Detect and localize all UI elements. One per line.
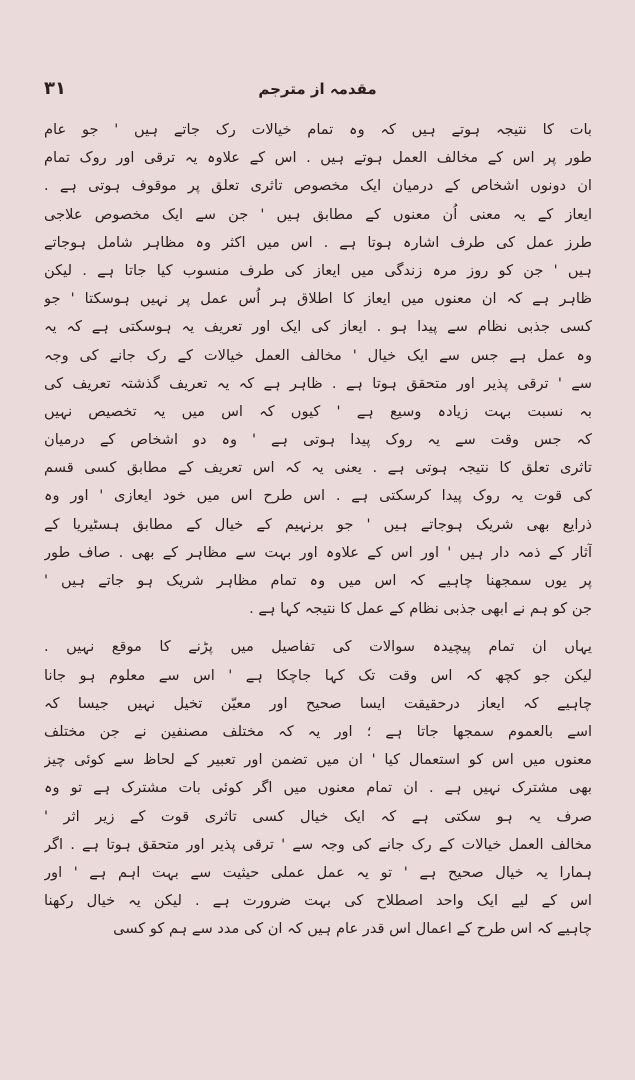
text-line: آثار کے ذمہ دار ہیں ' اور اس کے علاوہ اور بہت سے مظاہر کے بھی . صاف طور <box>44 543 592 561</box>
text-line: کہ جس وقت سے یہ روک پیدا ہوتی ہے ' وہ دو اشخاص کے درمیان <box>44 431 592 449</box>
text-line: یہاں ان تمام پیچیدہ سوالات کی تفاصیل میں پڑنے کا موقع نہیں . <box>44 638 592 656</box>
text-line: طرز عمل کی طرف اشارہ ہوتا ہے . اس میں اکثر وہ مظاہر شامل ہوجاتے <box>44 233 592 251</box>
text-line: ذرایع بھی شریک ہوجاتے ہیں ' جو برنہیم کے خیال کے مطابق ہسٹیریا کے <box>44 515 592 533</box>
paragraph <box>44 633 592 943</box>
text-line: ایعاز کے یہ معنی اُن معنوں کے مطابق ہیں ' جن سے ایک مخصوص علاجی <box>44 205 592 223</box>
text-line: مخالف العمل خیالات کے رک جانے کی وجہ سے ' ترقی پذیر اور متحقق ہوتا ہے . اگر <box>44 835 592 853</box>
page-number: ۳۱ <box>44 78 66 99</box>
body-text <box>44 116 592 943</box>
text-line: کسی جذبی نظام سے پیدا ہو . ایعاز کی ایک اور تعریف یہ ہوسکتی ہے کہ یہ <box>44 318 592 336</box>
text-line: کی قوت یہ روک پیدا کرسکتی ہے . اس طرح اس میں خود ایعازی ' اور وہ <box>44 487 592 505</box>
text-line: اسے بالعموم سمجھا جاتا ہے ؛ اور یہ کہ مختلف مصنفین نے جن مختلف <box>44 722 592 740</box>
text-line: ان دونوں اشخاص کے درمیان ایک مخصوص تاثری تعلق پر موقوف ہوتی ہے . <box>44 177 592 195</box>
text-line: جن کو ہم نے ابھی جذبی نظام کے عمل کا نتیجہ کہا ہے . <box>249 600 592 618</box>
text-line: تاثری تعلق کا نتیجہ ہوتی ہے . یعنی یہ کہ اس تعریف کے مطابق کسی قسم <box>44 459 592 477</box>
paragraph <box>44 116 592 623</box>
running-title: مقدمہ از مترجم <box>258 80 377 98</box>
text-line: چاہیے کہ اس طرح کے اعمال اس قدر عام ہیں کہ ان کی مدد سے ہم کو کسی <box>113 920 592 938</box>
page-header <box>0 60 635 99</box>
text-line: بات کا نتیجہ ہوتے ہیں کہ وہ تمام خیالات رک جاتے ہیں ' جو عام <box>44 121 592 138</box>
text-line: بھی مشترک نہیں ہے . ان تمام معنوں میں اگر کوئی بات مشترک ہے تو وہ <box>44 779 592 797</box>
text-line: صرف یہ ہو سکتی ہے کہ ایک خیال کسی تاثری قوت کے زیر اثر ' <box>44 807 592 825</box>
text-line: اس کے لیے ایک واحد اصطلاح کی بہت ضرورت ہے . لیکن یہ خیال رکھنا <box>44 892 592 910</box>
text-line: ہمارا یہ خیال صحیح ہے ' تو یہ عمل عملی حیثیت سے بہت اہم ہے ' اور <box>44 863 592 881</box>
text-line: لیکن جو کچھ کہ اس وقت تک کہا جاچکا ہے ' اس سے معلوم ہو جانا <box>44 666 592 684</box>
text-line: بہ نسبت بہت زیادہ وسیع ہے ' کیوں کہ اس میں یہ تخصیص نہیں <box>44 402 592 420</box>
text-line: وہ عمل ہے جس سے ایک خیال ' مخالف العمل خیالات کے رک جانے کی وجہ <box>44 346 592 364</box>
text-line: معنوں میں اس کو استعمال کیا ' ان میں تضمن اور تعبیر کے لحاظ سے کوئی چیز <box>44 751 592 769</box>
text-line: چاہیے کہ ایعاز درحقیقت ایسا صحیح اور معیّن تخیل نہیں جیسا کہ <box>44 694 592 712</box>
text-line: ہیں ' جن کو روز مرہ زندگی میں ایعاز کی طرف منسوب کیا جاتا ہے . لیکن <box>44 261 592 279</box>
text-line: طور پر اس کے مخالف العمل ہوتے ہیں . اس کے علاوہ یہ ترقی اور روک تمام <box>44 149 592 167</box>
text-line: سے ' ترقی پذیر اور متحقق ہوتا ہے . ظاہر ہے کہ یہ تعریف گذشتہ تعریف کی <box>44 374 592 392</box>
text-line: پر یوں سمجھنا چاہیے کہ اس میں وہ تمام مظاہر شریک ہو جاتے ہیں ' <box>44 572 592 589</box>
text-line: ظاہر ہے کہ ان معنوں میں ایعاز کا اطلاق ہر اُس عمل پر نہیں ہوسکتا ' جو <box>44 290 592 308</box>
